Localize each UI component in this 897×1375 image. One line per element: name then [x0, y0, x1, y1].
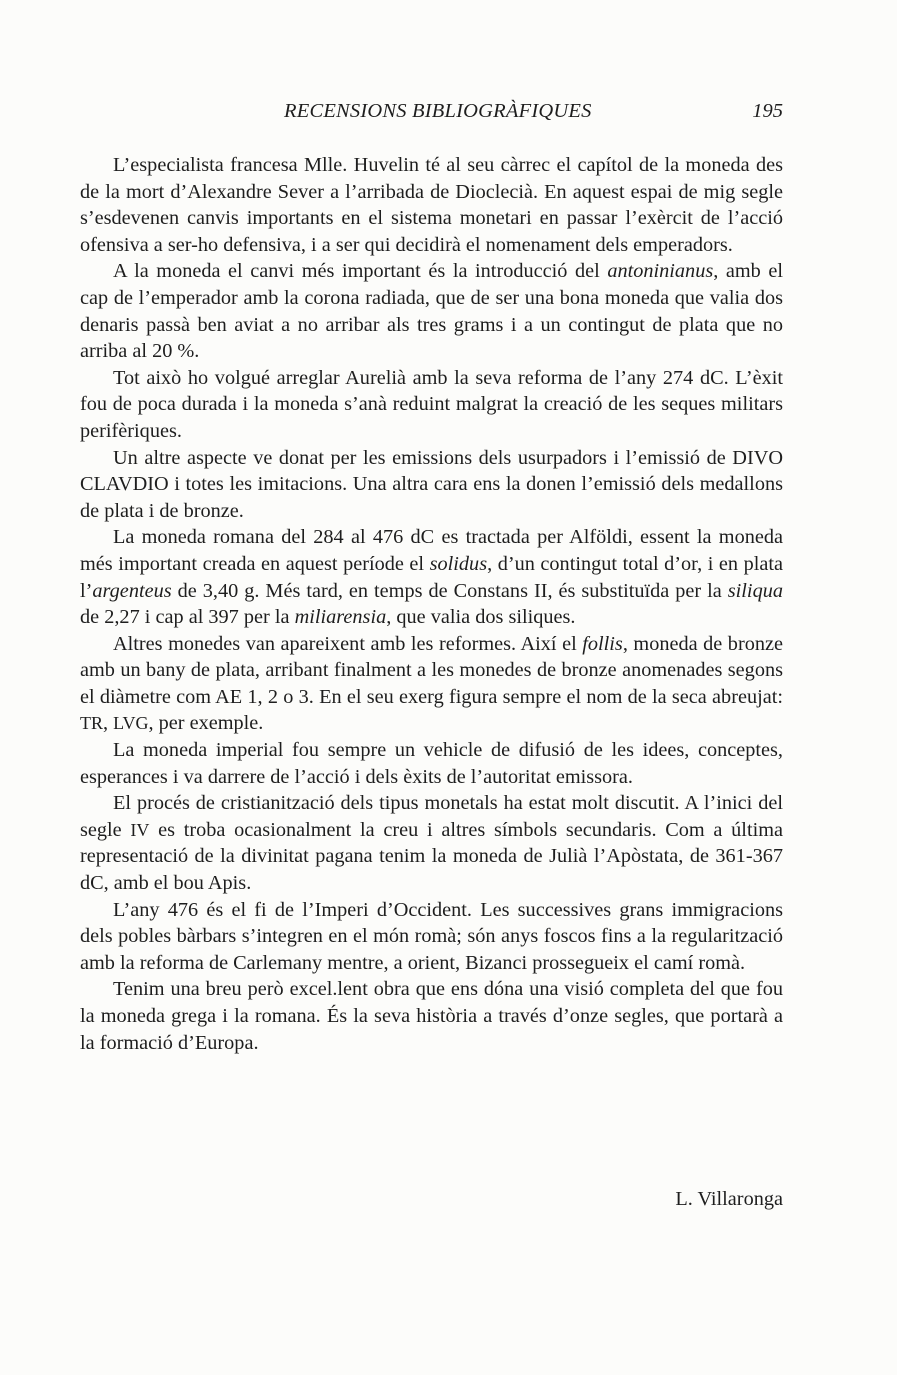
text-run: Tot això ho volgué arreglar Aurelià amb la seva reforma de l’any 274 dC. L’èxit fou de poca durada i la moneda s’anà reduint malgrat la creació de les seques militars perifèriques. [80, 366, 783, 442]
text-run: La moneda imperial fou sempre un vehicle de difusió de les idees, conceptes, esperances i va darrere de l’acció i dels èxits de l’autoritat emissora. [80, 739, 783, 788]
small-caps-text: LVG [113, 713, 149, 734]
paragraph [80, 737, 783, 790]
small-caps-text: IV [130, 819, 150, 840]
paragraph [80, 790, 783, 896]
paragraph [80, 258, 783, 364]
text-run: de 3,40 g. Més tard, en temps de Constans II, és substituïda per la [171, 579, 728, 602]
paragraph [80, 445, 783, 525]
text-run: L’especialista francesa Mlle. Huvelin té al seu càrrec el capítol de la moneda des de la mort d’Alexandre Sever a l’arribada de Dioclecià. En aquest espai de mig segle s’esdevenen canvis importants en el sistema monetari en passar l’exèrcit de l’acció ofensiva a ser-ho defensiva, i a ser qui decidirà el nomenament dels emperadors. [80, 154, 783, 256]
text-run: L’any 476 és el fi de l’Imperi d’Occident. Les successives grans immigracions dels pobles bàrbars s’integren en el món romà; són anys foscos fins a la regularització amb la reforma de Carlemany mentre, a orient, Bizanci prossegueix el camí romà. [80, 898, 783, 974]
paragraph [80, 976, 783, 1056]
text-run: , moneda de bronze amb un bany de plata, arribant finalment a les monedes de bronze anomenades segons el diàmetre com AE 1, 2 o 3. En el seu exerg figura sempre el nom de la seca abreujat: [80, 632, 783, 708]
italic-term: argenteus [92, 579, 172, 602]
italic-term: siliqua [727, 579, 783, 602]
paragraph [80, 365, 783, 445]
text-run: de 2,27 i cap al 397 per la [80, 606, 295, 629]
text-run: , amb el cap de l’emperador amb la corona radiada, que de ser una bona moneda que valia dos denaris passà ben aviat a no arribar als tres grams i a un contingut de plata que no arriba al 20 %. [80, 260, 783, 363]
italic-term: solidus [429, 552, 488, 575]
page-number: 195 [752, 100, 783, 122]
text-run: , [103, 712, 114, 735]
italic-term: miliarensia [294, 606, 387, 629]
text-run: Tenim una breu però excel.lent obra que ens dóna una visió completa del que fou la moneda grega i la romana. És la seva història a través d’onze segles, que portarà a la formació d’Europa. [80, 978, 783, 1054]
text-run: La moneda romana del 284 al 476 dC es tractada per Alföldi, essent la moneda més important creada en aquest període el [80, 526, 783, 575]
paragraph [80, 897, 783, 977]
text-run: , que valia dos siliques. [386, 606, 576, 629]
text-run: El procés de cristianització dels tipus monetals ha estat molt discutit. A l’inici del segle [80, 792, 783, 841]
running-head [80, 100, 783, 130]
paragraph [80, 152, 783, 258]
review-body [80, 152, 783, 1056]
text-run: Un altre aspecte ve donat per les emissions dels usurpadors i l’emissió de DIVO CLAVDIO i totes les imitacions. Una altra cara ens la donen l’emissió dels medallons de plata i de bronze. [80, 446, 783, 522]
text-run: Altres monedes van apareixent amb les reformes. Així el [113, 632, 583, 655]
running-title: RECENSIONS BIBLIOGRÀFIQUES [284, 100, 592, 122]
italic-term: follis [582, 632, 623, 655]
italic-term: antoninianus [607, 260, 714, 283]
paragraph [80, 524, 783, 630]
text-run: es troba ocasionalment la creu i altres símbols secundaris. Com a última representació de la divinitat pagana tenim la moneda de Julià l’Apòstata, de 361-367 dC, amb el bou Apis. [80, 818, 783, 895]
text-run: A la moneda el canvi més important és la introducció del [113, 260, 608, 283]
small-caps-text: TR [80, 713, 104, 734]
author-signature: L. Villaronga [675, 1188, 783, 1210]
paragraph [80, 631, 783, 737]
text-run: , d’un contingut total d’or, i en plata l’ [80, 552, 783, 602]
text-run: , per exemple. [148, 712, 264, 735]
